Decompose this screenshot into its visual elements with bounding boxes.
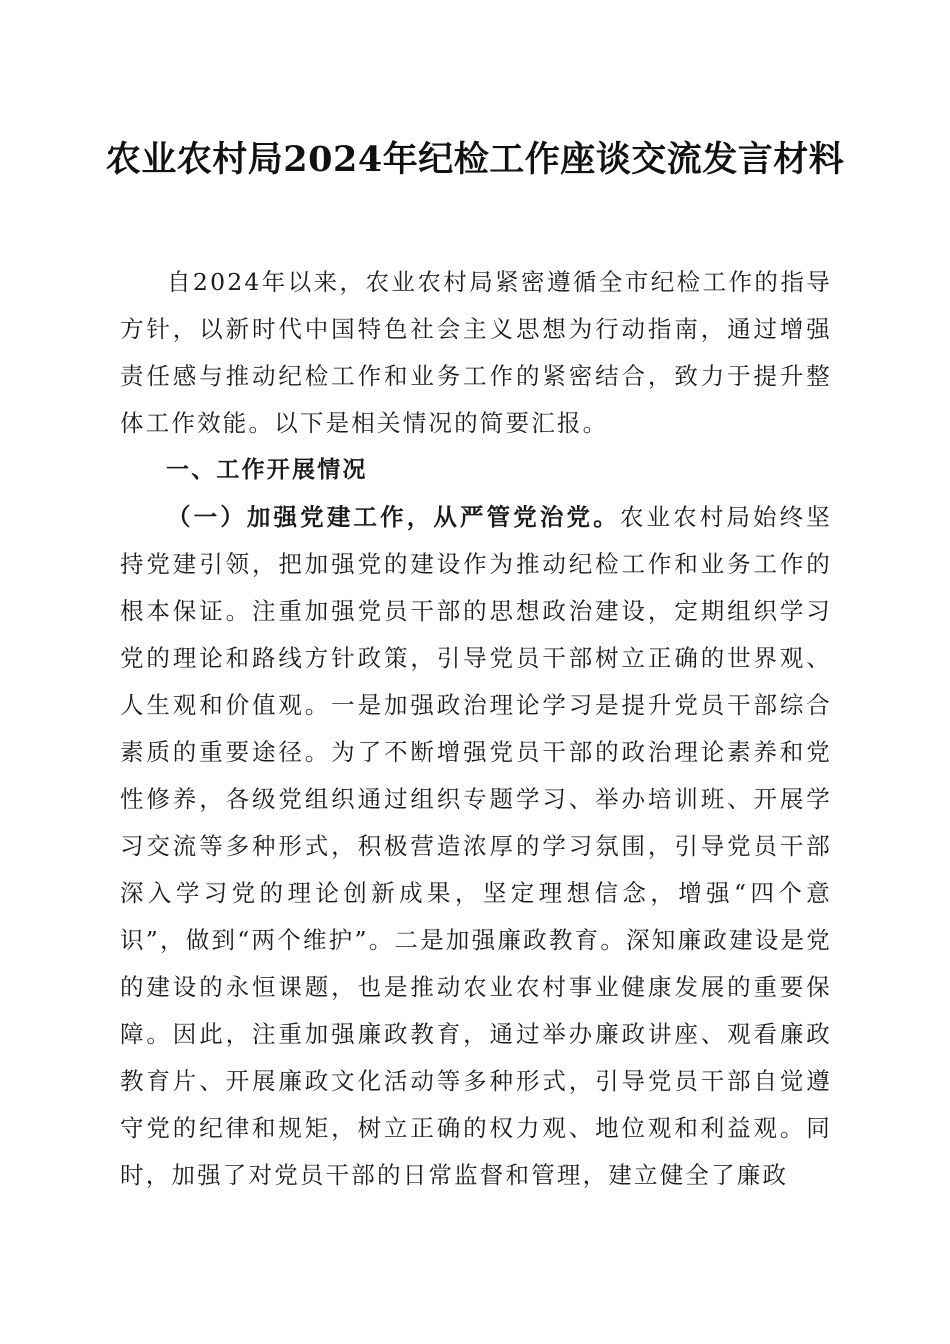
section-paragraph	[120, 494, 832, 1199]
document-body	[120, 259, 832, 1199]
sub-section-heading: （一）加强党建工作，从严管党治党。	[167, 503, 620, 531]
section-heading: 一、工作开展情况	[166, 457, 368, 483]
document-title: 农业农村局2024年纪检工作座谈交流发言材料	[105, 139, 845, 180]
intro-paragraph: 自2024年以来，农业农村局紧密遵循全市纪检工作的指导方针，以新时代中国特色社会主义思想为行动指南，通过增强责任感与推动纪检工作和业务工作的紧密结合，致力于提升整体工作效能。以下是相关情况的简要汇报。	[120, 268, 832, 437]
sub-section-text: 农业农村局始终坚持党建引领，把加强党的建设作为推动纪检工作和业务工作的根本保证。注重加强党员干部的思想政治建设，定期组织学习党的理论和路线方针政策，引导党员干部树立正确的世界观、人生观和价值观。一是加强政治理论学习是提升党员干部综合素质的重要途径。为了不断增强党员干部的政治理论素养和党性修养，各级党组织通过组织专题学习、举办培训班、开展学习交流等多种形式，积极营造浓厚的学习氛围，引导党员干部深入学习党的理论创新成果，坚定理想信念，增强“四个意识”，做到“两个维护”。二是加强廉政教育。深知廉政建设是党的建设的永恒课题，也是推动农业农村事业健康发展的重要保障。因此，注重加强廉政教育，通过举办廉政讲座、观看廉政教育片、开展廉政文化活动等多种形式，引导党员干部自觉遵守党的纪律和规矩，树立正确的权力观、地位观和利益观。同时，加强了对党员干部的日常监督和管理，建立健全了廉政	[120, 503, 832, 1189]
